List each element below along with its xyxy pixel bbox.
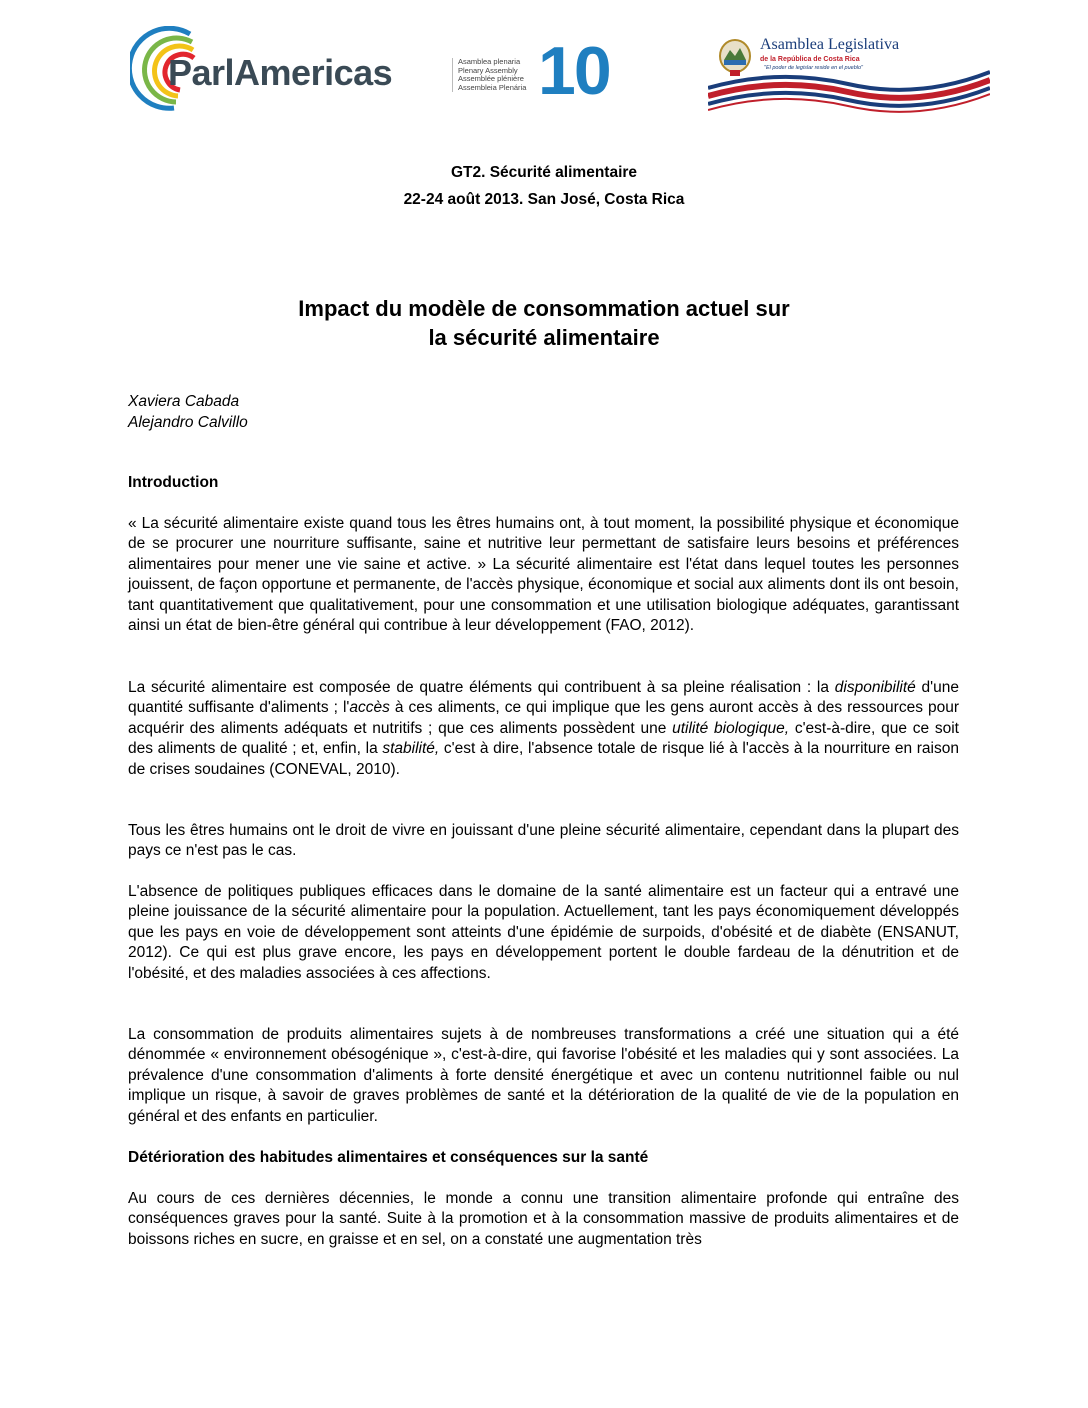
paragraph-5: La consommation de produits alimentaires sujets à de nombreuses transformations a créé une situation qui a été dénommée « environnement obésogénique », c'est-à-dire, qui favorise l'obésité et les maladies qui y sont associées. La prévalence d'une consommation d'aliments à forte densité énergétique et avec un contenu nutritionnel faible ou nul implique un risque, à savoir de graves problèmes de santé et la détérioration de la qualité de vie de la population en général et des enfants en particulier. xyxy=(128,1026,959,1125)
coat-of-arms-icon xyxy=(718,38,752,78)
paragraph-1: « La sécurité alimentaire existe quand tous les êtres humains ont, à tout moment, la possibilité physique et économique de se procurer une nourriture suffisante, saine et nutritive leur permettant de satisfaire leurs besoins et préférences alimentaires pour mener une vie saine et active. » La sécurité alimentaire est l'état dans lequel toutes les personnes jouissent, de façon opportune et permanente, de l'accès physique, économique et social aux aliments dont ils ont besoin, tant quantitativement que qualitativement, pour une consommation et une utilisation biologique adéquates, garantissant ainsi un état de bien-être général qui contribue à leur développement (FAO, 2012). xyxy=(128,515,959,635)
paragraph-2: La sécurité alimentaire est composée de quatre éléments qui contribuent à sa pleine réalisation : la disponibilité d'une quantité suffisante d'aliments ; l'accès à ces aliments, ce qui implique que les gens auront accès à des ressources pour acquérir des aliments adéquats et nutritifs ; que ces aliments possèdent une utilité biologique, c'est-à-dire, que ce soit des aliments de qualité ; et, enfin, la stabilité, c'est à dire, l'absence totale de risque lié à l'accès à la nourriture en raison de crises soudaines (CONEVAL, 2010). xyxy=(128,679,960,778)
asamblea-title: Asamblea Legislativa xyxy=(760,36,900,53)
section-heading-introduction: Introduction xyxy=(128,474,219,491)
paragraph-6: Au cours de ces dernières décennies, le monde a connu une transition alimentaire profonde qui entraîne des conséquences graves pour la santé. Suite à la promotion et à la consommation massive de produits alimentaires et de boissons riches en sucre, en graisse et en sel, on a constaté une augmentation très xyxy=(128,1190,959,1248)
paragraph-4: L'absence de politiques publiques efficaces dans le domaine de la santé alimentaire est un facteur qui a entravé une pleine jouissance de la sécurité alimentaire pour la population. Actuellement, tant les pays économiquement développés que les pays en voie de développement sont atteints d'une épidémie de surpoids, d'obésité et de diabète (ENSANUT, 2012). Ce qui est plus grave encore, les pays en développement portent le double fardeau de la dénutrition et de l'obésité, et des maladies associées à ces affections. xyxy=(128,883,959,982)
emphasis: accès xyxy=(349,699,390,717)
conference-line-1: GT2. Sécurité alimentaire xyxy=(450,164,638,181)
emphasis: utilité biologique, xyxy=(672,719,790,737)
paragraph-3: Tous les êtres humains ont le droit de vivre en jouissant d'une pleine sécurité alimentaire, cependant dans la plupart des pays ce n'est pas le cas. xyxy=(128,822,959,860)
parlamericas-logo xyxy=(130,22,650,112)
parlamericas-wordmark: ParlAmericas xyxy=(168,52,393,93)
asamblea-motto: "El poder de legislar reside en el pueblo" xyxy=(764,65,863,71)
page-header xyxy=(130,22,990,112)
document-title xyxy=(0,294,1088,352)
conference-line-2: 22-24 août 2013. San José, Costa Rica xyxy=(403,191,685,208)
author-name: Xaviera Cabada xyxy=(128,393,240,410)
section-heading-deterioration: Détérioration des habitudes alimentaires et conséquences sur la santé xyxy=(128,1149,649,1166)
authors xyxy=(128,391,248,433)
emphasis: stabilité, xyxy=(382,740,440,758)
asamblea-legislativa-logo xyxy=(708,32,990,112)
author-name: Alejandro Calvillo xyxy=(128,414,248,431)
title-line-1: Impact du modèle de consommation actuel sur xyxy=(298,296,790,321)
title-line-2: la sécurité alimentaire xyxy=(428,325,660,350)
emphasis: disponibilité xyxy=(834,679,916,696)
asamblea-subtitle: de la República de Costa Rica xyxy=(760,56,860,63)
plenary-assembly-label: Asamblea plenaria Plenary Assembly Assemblée plénière Assembleia Plenária xyxy=(452,58,532,92)
assembly-number: 10 xyxy=(538,33,610,109)
